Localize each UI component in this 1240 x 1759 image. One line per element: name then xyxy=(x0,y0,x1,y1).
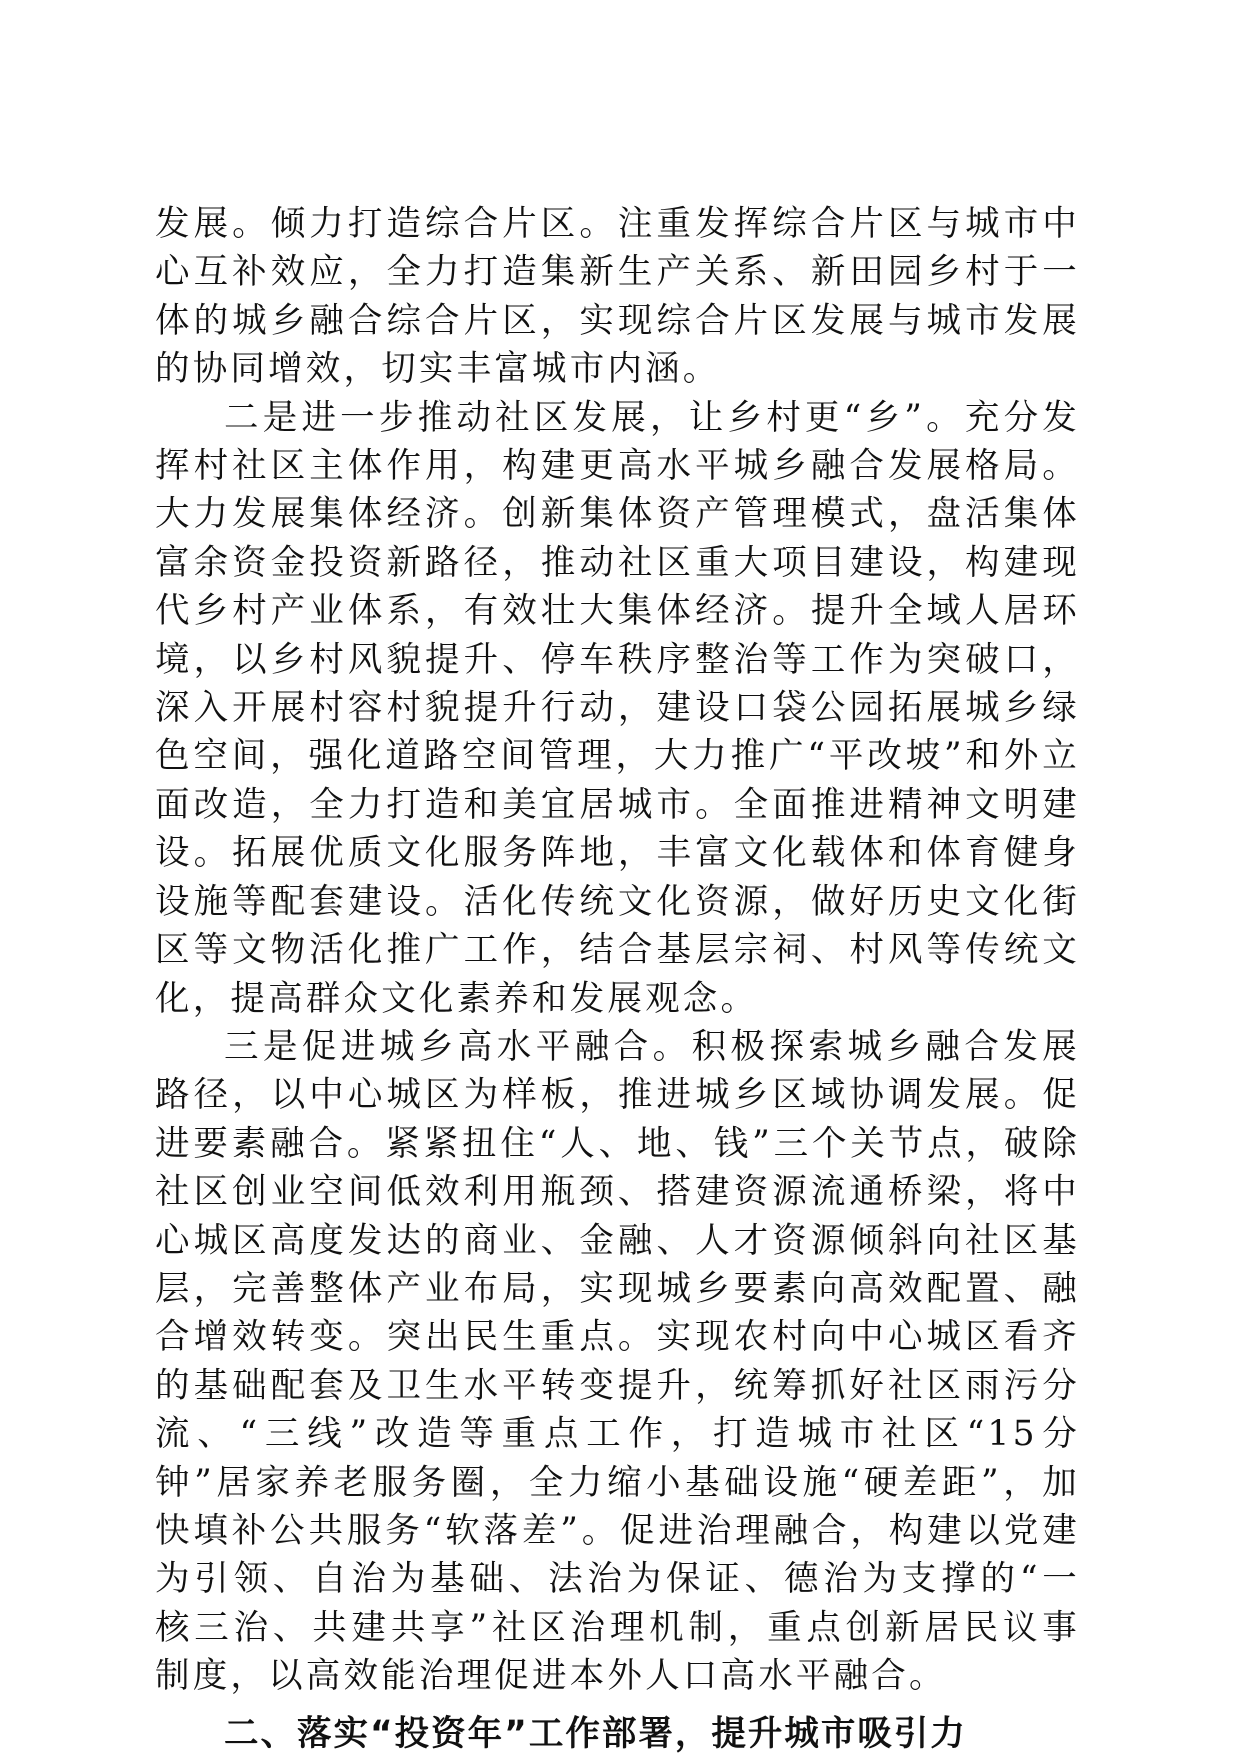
document-page xyxy=(155,200,1080,1759)
paragraph-continuation: 发展。倾力打造综合片区。注重发挥综合片区与城市中心互补效应，全力打造集新生产关系、新田园乡村于一体的城乡融合综合片区，实现综合片区发展与城市发展的协同增效，切实丰富城市内涵。 xyxy=(155,204,1080,390)
section-heading: 二、落实“投资年”工作部署，提升城市吸引力 xyxy=(224,1713,967,1754)
paragraph-community-development: 二是进一步推动社区发展，让乡村更“乡”。充分发挥村社区主体作用，构建更高水平城乡融合发展格局。大力发展集体经济。创新集体资产管理模式，盘活集体富余资金投资新路径，推动社区重大项目建设，构建现代乡村产业体系，有效壮大集体经济。提升全域人居环境，以乡村风貌提升、停车秩序整治等工作为突破口，深入开展村容村貌提升行动，建设口袋公园拓展城乡绿色空间，强化道路空间管理，大力推广“平改坡”和外立面改造，全力打造和美宜居城市。全面推进精神文明建设。拓展优质文化服务阵地，丰富文化载体和体育健身设施等配套建设。活化传统文化资源，做好历史文化街区等文物活化推广工作，结合基层宗祠、村风等传统文化，提高群众文化素养和发展观念。 xyxy=(155,397,1080,1019)
paragraph-urban-rural-integration: 三是促进城乡高水平融合。积极探索城乡融合发展路径，以中心城区为样板，推进城乡区域协调发展。促进要素融合。紧紧扭住“人、地、钱”三个关节点，破除社区创业空间低效利用瓶颈、搭建资源流通桥梁，将中心城区高度发达的商业、金融、人才资源倾斜向社区基层，完善整体产业布局，实现城乡要素向高效配置、融合增效转变。突出民生重点。实现农村向中心城区看齐的基础配套及卫生水平转变提升，统筹抓好社区雨污分流、“三线”改造等重点工作，打造城市社区“15分钟”居家养老服务圈，全力缩小基础设施“硬差距”，加快填补公共服务“软落差”。促进治理融合，构建以党建为引领、自治为基础、法治为保证、德治为支撑的“一核三治、共建共享”社区治理机制，重点创新居民议事制度，以高效能治理促进本外人口高水平融合。 xyxy=(155,1026,1080,1697)
